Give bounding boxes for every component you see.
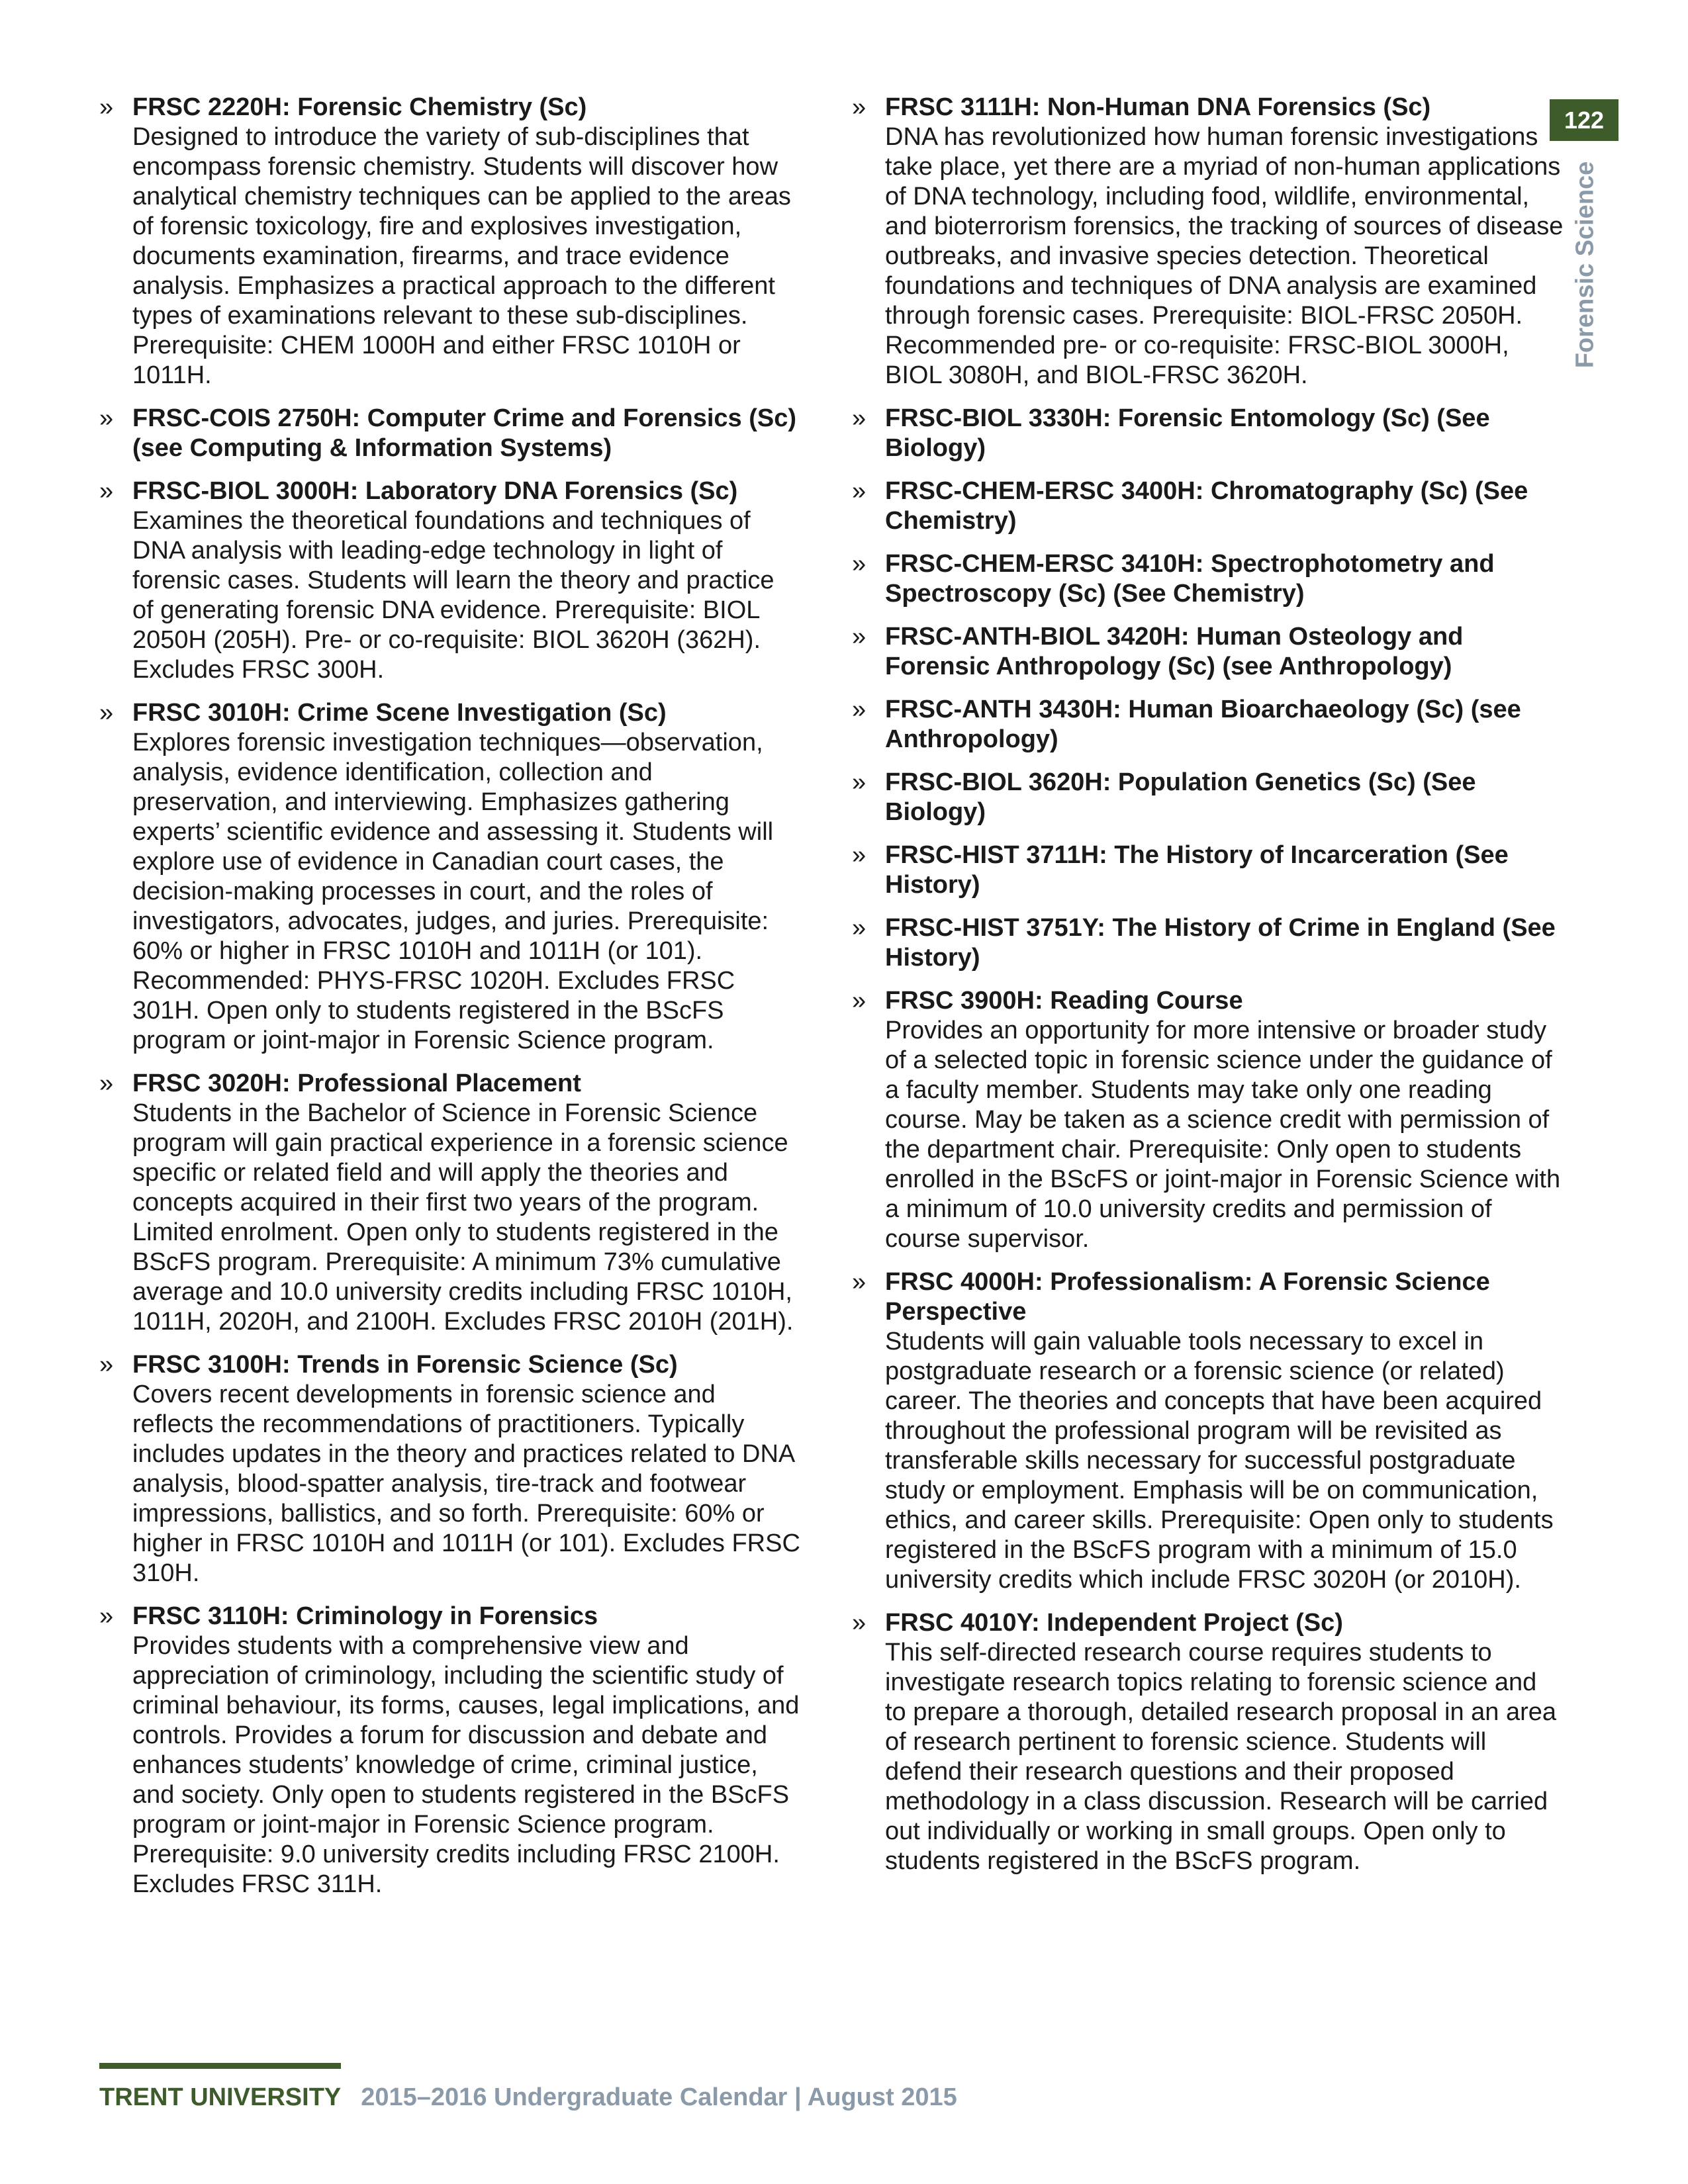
bullet-icon: » (852, 914, 867, 942)
course-title: FRSC 3111H: Non-Human DNA Forensics (Sc) (885, 93, 1431, 121)
course-entry (852, 477, 1564, 536)
course-title: FRSC-CHEM-ERSC 3400H: Chromatography (Sc) (See Chemistry) (885, 477, 1528, 535)
bullet-icon: » (852, 623, 867, 651)
footer (99, 2083, 957, 2112)
course-entry (99, 1069, 801, 1337)
course-entry (99, 93, 801, 390)
bullet-icon: » (99, 404, 114, 432)
bullet-icon: » (852, 841, 867, 869)
course-description: Provides an opportunity for more intensive or broader study of a selected topic in forensic science under the guidance of a faculty member. Students may take only one reading course. May be taken as a science credit with permission of the department chair. Prerequisite: Only open to students enrolled in the BScFS or joint-major in Forensic Science with a minimum of 10.0 university credits and permission of course supervisor. (885, 1017, 1561, 1253)
course-entry (852, 1608, 1564, 1876)
course-entry (99, 1602, 801, 1899)
course-title: FRSC-BIOL 3620H: Population Genetics (Sc) (See Biology) (885, 768, 1476, 826)
course-entry (99, 477, 801, 685)
course-title: FRSC 3010H: Crime Scene Investigation (Sc) (132, 699, 667, 727)
course-description: Students will gain valuable tools necessary to excel in postgraduate research or a forensic science (or related) career. The theories and concepts that have been acquired throughout the professional program will be revisited as transferable skills necessary for successful postgraduate study or employment. Emphasis will be on communication, ethics, and career skills. Prerequisite: Open only to students registered in the BScFS program with a minimum of 15.0 university credits which include FRSC 3020H (or 2010H). (885, 1328, 1554, 1594)
course-description: Examines the theoretical foundations and techniques of DNA analysis with leading-edge technology in light of forensic cases. Students will learn the theory and practice of generating forensic DNA evidence. Prerequisite: BIOL 2050H (205H). Pre- or co-requisite: BIOL 3620H (362H). Excludes FRSC 300H. (132, 507, 774, 684)
course-title: FRSC-BIOL 3330H: Forensic Entomology (Sc) (See Biology) (885, 404, 1490, 462)
course-title: FRSC 3110H: Criminology in Forensics (132, 1602, 598, 1630)
footer-calendar: 2015–2016 Undergraduate Calendar | August 2015 (361, 2083, 957, 2111)
course-description: Explores forensic investigation techniques—observation, analysis, evidence identification, collection and preservation, and interviewing. Emphasizes gathering experts’ scientific evidence and assessing it. Students will explore use of evidence in Canadian court cases, the decision-making processes in court, and the roles of investigators, advocates, judges, and juries. Prerequisite: 60% or higher in FRSC 1010H and 1011H (or 101). Recommended: PHYS-FRSC 1020H. Excludes FRSC 301H. Open only to students registered in the BScFS program or joint-major in Forensic Science program. (132, 729, 774, 1054)
course-title: FRSC-HIST 3711H: The History of Incarceration (See History) (885, 841, 1509, 899)
bullet-icon: » (99, 1602, 114, 1630)
bullet-icon: » (852, 768, 867, 796)
course-entry (99, 698, 801, 1056)
course-description: DNA has revolutionized how human forensic investigations take place, yet there are a myriad of non-human applications of DNA technology, including food, wildlife, environmental, and bioterrorism forensics, the tracking of sources of disease outbreaks, and invasive species detection. Theoretical foundations and techniques of DNA analysis are examined through forensic cases. Prerequisite: BIOL-FRSC 2050H. Recommended pre- or co-requisite: FRSC-BIOL 3000H, BIOL 3080H, and BIOL-FRSC 3620H. (885, 123, 1564, 389)
page-number: 122 (1550, 99, 1618, 141)
bullet-icon: » (99, 477, 114, 505)
course-entry (852, 404, 1564, 463)
bullet-icon: » (99, 93, 114, 121)
section-side-label: Forensic Science (1571, 161, 1599, 369)
course-title: FRSC 3020H: Professional Placement (132, 1069, 581, 1097)
course-description: Designed to introduce the variety of sub-disciplines that encompass forensic chemistry. Students will discover how analytical chemistry techniques can be applied to the areas of forensic toxicology, fire and explosives investigation, documents examination, firearms, and trace evidence analysis. Emphasizes a practical approach to the different types of examinations relevant to these sub-disciplines. Prerequisite: CHEM 1000H and either FRSC 1010H or 1011H. (132, 123, 791, 389)
bullet-icon: » (852, 93, 867, 121)
right-column (852, 93, 1564, 1889)
bullet-icon: » (852, 987, 867, 1015)
course-entry (852, 695, 1564, 754)
course-description: Students in the Bachelor of Science in Forensic Science program will gain practical experience in a forensic science specific or related field and will apply the theories and concepts acquired in their first two years of the program. Limited enrolment. Open only to students registered in the BScFS program. Prerequisite: A minimum 73% cumulative average and 10.0 university credits including FRSC 1010H, 1011H, 2020H, and 2100H. Excludes FRSC 2010H (201H). (132, 1099, 794, 1336)
course-title: FRSC 4000H: Professionalism: A Forensic Science Perspective (885, 1268, 1490, 1326)
footer-university: TRENT UNIVERSITY (99, 2083, 342, 2111)
course-title: FRSC-BIOL 3000H: Laboratory DNA Forensics (Sc) (132, 477, 738, 505)
bullet-icon: » (99, 1069, 114, 1097)
bullet-icon: » (99, 1351, 114, 1379)
course-title: FRSC-ANTH-BIOL 3420H: Human Osteology and Forensic Anthropology (Sc) (see Anthropology) (885, 623, 1464, 680)
bullet-icon: » (852, 696, 867, 723)
bullet-icon: » (99, 699, 114, 727)
course-entry (852, 549, 1564, 609)
course-entry (852, 913, 1564, 973)
course-description: This self-directed research course requires students to investigate research topics relating to forensic science and to prepare a thorough, detailed research proposal in an area of research pertinent to forensic science. Students will defend their research questions and their proposed methodology in a class discussion. Research will be carried out individually or working in small groups. Open only to students registered in the BScFS program. (885, 1639, 1557, 1875)
bullet-icon: » (852, 477, 867, 505)
left-column (99, 93, 801, 1913)
bullet-icon: » (852, 404, 867, 432)
course-description: Provides students with a comprehensive view and appreciation of criminology, including the scientific study of criminal behaviour, its forms, causes, legal implications, and controls. Provides a forum for discussion and debate and enhances students’ knowledge of crime, criminal justice, and society. Only open to students registered in the BScFS program or joint-major in Forensic Science program. Prerequisite: 9.0 university credits including FRSC 2100H. Excludes FRSC 311H. (132, 1632, 800, 1898)
course-title: FRSC 3100H: Trends in Forensic Science (Sc) (132, 1351, 678, 1379)
course-entry (852, 622, 1564, 682)
course-entry (852, 841, 1564, 900)
course-title: FRSC 4010Y: Independent Project (Sc) (885, 1609, 1343, 1637)
course-title: FRSC-HIST 3751Y: The History of Crime in England (See History) (885, 914, 1556, 972)
course-entry (99, 1350, 801, 1588)
course-title: FRSC 2220H: Forensic Chemistry (Sc) (132, 93, 587, 121)
course-title: FRSC 3900H: Reading Course (885, 987, 1243, 1015)
bullet-icon: » (852, 1609, 867, 1637)
course-entry (852, 986, 1564, 1254)
course-entry (852, 768, 1564, 827)
course-title: FRSC-COIS 2750H: Computer Crime and Forensics (Sc) (see Computing & Information Systems) (132, 404, 796, 462)
course-entry (99, 404, 801, 463)
bullet-icon: » (852, 550, 867, 578)
course-title: FRSC-CHEM-ERSC 3410H: Spectrophotometry and Spectroscopy (Sc) (See Chemistry) (885, 550, 1495, 608)
course-entry (852, 1267, 1564, 1595)
course-description: Covers recent developments in forensic science and reflects the recommendations of practitioners. Typically includes updates in the theory and practices related to DNA analysis, blood-spatter analysis, tire-track and footwear impressions, ballistics, and so forth. Prerequisite: 60% or higher in FRSC 1010H and 1011H (or 101). Excludes FRSC 310H. (132, 1381, 800, 1587)
bullet-icon: » (852, 1268, 867, 1296)
course-entry (852, 93, 1564, 390)
course-title: FRSC-ANTH 3430H: Human Bioarchaeology (Sc) (see Anthropology) (885, 696, 1521, 753)
footer-rule (99, 2063, 341, 2069)
